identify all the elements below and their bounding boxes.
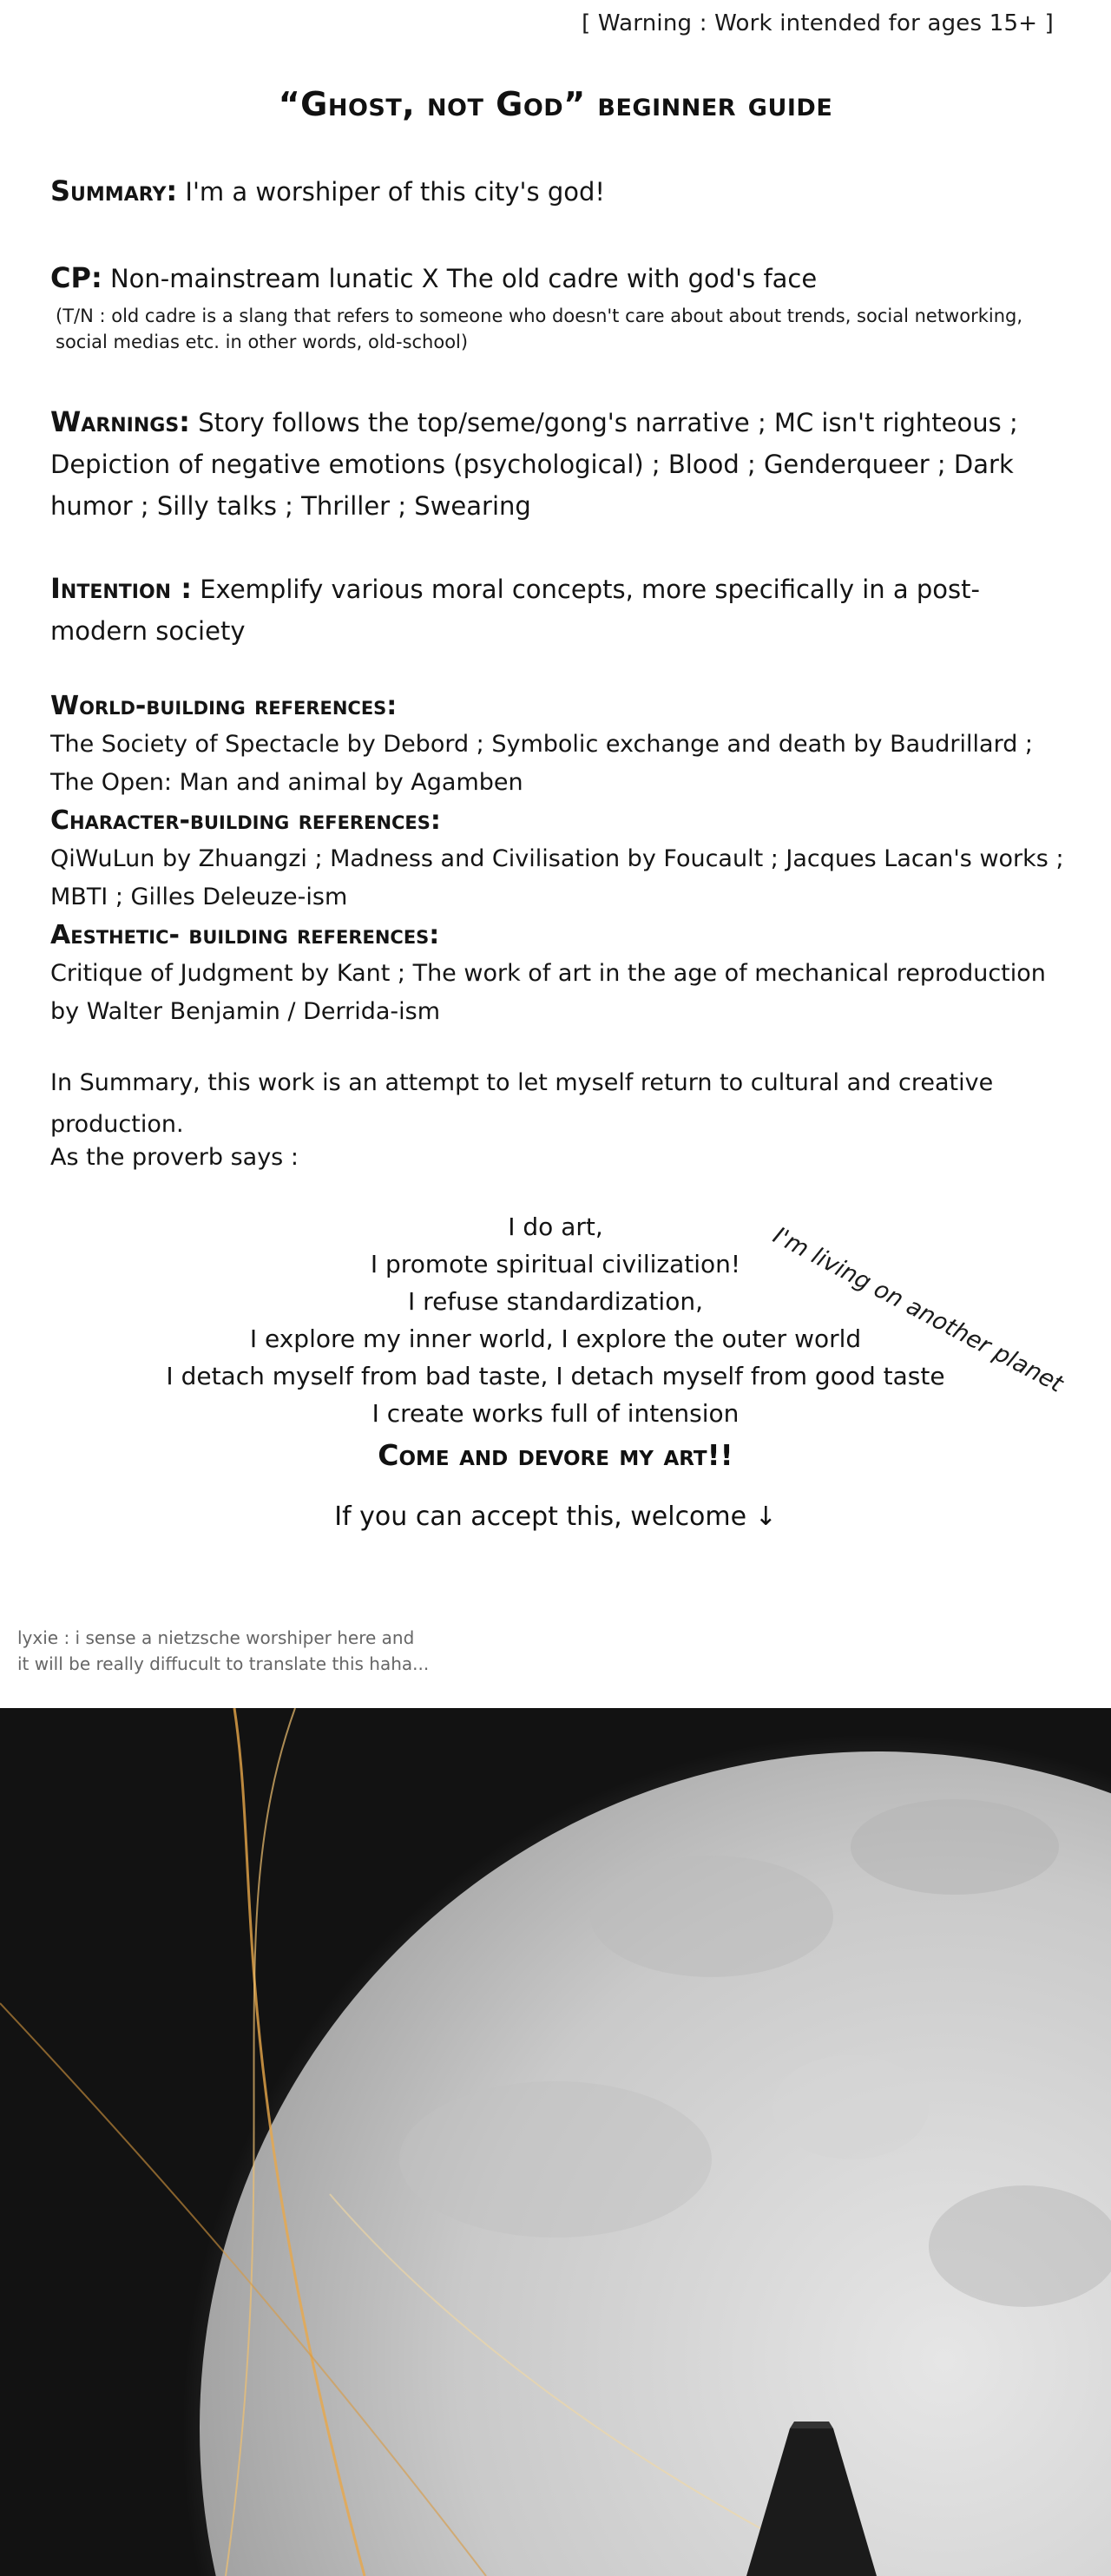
proverb-quote bbox=[0, 1208, 1111, 1532]
warnings-text: Story follows the top/seme/gong's narrative ; MC isn't righteous ; Depiction of negative emotions (psychological) ; Blood ; Genderqueer ; Dark humor ; Silly talks ; Thriller ; Swearing bbox=[50, 408, 1018, 521]
intention-label: Intention : bbox=[50, 572, 193, 605]
moon-crater bbox=[399, 2081, 712, 2238]
summary-closing: In Summary, this work is an attempt to let myself return to cultural and creative production. bbox=[50, 1069, 994, 1138]
aesthetic-building-body: Critique of Judgment by Kant ; The work of art in the age of mechanical reproduction by Walter Benjamin / Derrida-ism bbox=[50, 960, 1046, 1025]
world-building-body: The Society of Spectacle by Debord ; Symbolic exchange and death by Baudrillard ; The Open: Man and animal by Agamben bbox=[50, 731, 1034, 796]
side-note-planet: I'm living on another planet bbox=[768, 1222, 1068, 1398]
references-section bbox=[50, 687, 1066, 1031]
character-building-body: QiWuLun by Zhuangzi ; Madness and Civilisation by Foucault ; Jacques Lacan's works ; MBTI ; Gilles Deleuze-ism bbox=[50, 845, 1064, 910]
quote-emphasis: Come and devore my art!! bbox=[378, 1438, 733, 1472]
quote-line: I promote spiritual civilization! bbox=[370, 1250, 741, 1278]
quote-line: I explore my inner world, I explore the outer world bbox=[249, 1324, 862, 1353]
cp-text: Non-mainstream lunatic X The old cadre with god's face bbox=[102, 264, 818, 293]
intention-section bbox=[50, 568, 1066, 652]
cp-section bbox=[50, 257, 1066, 355]
translator-note-line: it will be really diffucult to translate this haha... bbox=[17, 1653, 430, 1674]
warnings-label: Warnings: bbox=[50, 405, 190, 438]
translator-note-inline: (T/N : old cadre is a slang that refers to someone who doesn't care about about trends, social networking, social medias etc. in other words, old-school) bbox=[56, 306, 1023, 352]
world-building-heading: World-building references: bbox=[50, 691, 398, 721]
moon-illustration bbox=[0, 1708, 1111, 2576]
moon-crater bbox=[851, 1799, 1059, 1895]
warnings-section bbox=[50, 401, 1066, 527]
summary-section bbox=[50, 170, 1066, 213]
quote-line: I detach myself from bad taste, I detach myself from good taste bbox=[166, 1362, 945, 1390]
proverb-intro: As the proverb says : bbox=[50, 1144, 299, 1171]
intention-text: Exemplify various moral concepts, more specifically in a post-modern society bbox=[50, 575, 980, 646]
translator-note-line: lyxie : i sense a nietzsche worshiper here and bbox=[17, 1627, 415, 1648]
quote-line: I do art, bbox=[508, 1212, 603, 1241]
character-building-heading: Character-building references: bbox=[50, 805, 441, 836]
quote-line: I create works full of intension bbox=[371, 1399, 740, 1428]
quote-line: I refuse standardization, bbox=[408, 1287, 703, 1316]
moon-scene bbox=[0, 1708, 1111, 2576]
welcome-line: If you can accept this, welcome ↓ bbox=[334, 1502, 777, 1532]
aesthetic-building-heading: Aesthetic- building references: bbox=[50, 920, 440, 950]
age-warning: [ Warning : Work intended for ages 15+ ] bbox=[582, 10, 1054, 36]
page-title: “Ghost, not God” beginner guide bbox=[278, 85, 833, 123]
moon-crater bbox=[772, 2055, 929, 2159]
cp-label: CP: bbox=[50, 261, 102, 294]
tower-top bbox=[790, 2422, 833, 2428]
translator-note bbox=[17, 1625, 429, 1677]
summary-label: Summary: bbox=[50, 174, 178, 207]
moon-crater bbox=[590, 1856, 833, 1977]
moon-crater bbox=[929, 2185, 1111, 2307]
summary-text: I'm a worshiper of this city's god! bbox=[177, 177, 606, 207]
